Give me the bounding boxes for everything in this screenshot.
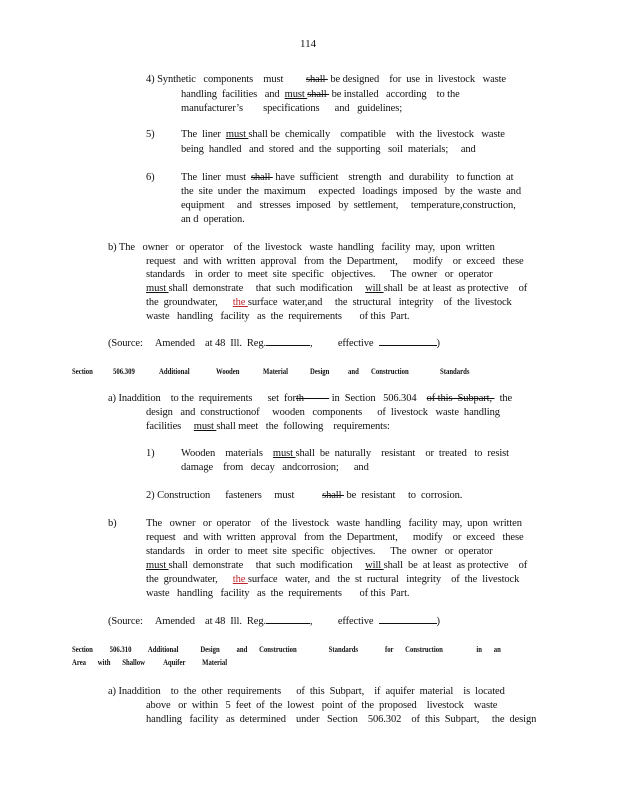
b2-line-5	[146, 573, 519, 586]
text: have sufficient strength and durability to function at	[272, 172, 514, 183]
a310-line-3: handling facility as determined under Section 506.302 of this Subpart, the design	[146, 714, 537, 725]
struck-text: shall	[250, 172, 273, 183]
b1-line-1: b) The owner or operator of the livestock waste handling facility may, upon written	[108, 242, 495, 253]
heading-word: Standards	[440, 367, 470, 376]
source-note-1	[108, 336, 440, 350]
item-5-line-1	[181, 128, 505, 141]
blank-line	[266, 614, 310, 624]
underlined-text: must	[272, 448, 296, 459]
heading-word: Design	[310, 367, 330, 376]
wood-1-number: 1)	[146, 448, 155, 459]
text: for	[284, 393, 296, 404]
text: in Section 506.304	[329, 393, 427, 404]
blank-line	[379, 336, 437, 346]
b2-line-2: request and with written approval from the Department, modify or exceed these	[146, 532, 524, 543]
heading-word: and	[348, 367, 359, 376]
text: , effective	[310, 338, 379, 349]
text: facilities	[146, 421, 194, 432]
heading-word: Additional	[159, 367, 190, 376]
blank-line	[379, 614, 437, 624]
page-number: 114	[300, 38, 317, 50]
item-4-line-3: manufacturer’s specifications and guidelines;	[181, 103, 403, 114]
blank-line	[266, 336, 310, 346]
b2-line-6: waste handling facility as the requirements of this Part.	[146, 588, 410, 599]
item-5-line-2: being handled and stored and the supporting soil materials; and	[181, 144, 476, 155]
a310-line-2: above or within 5 feet of the lowest point of the proposed livestock waste	[146, 700, 498, 711]
b1-line-4	[146, 282, 527, 295]
text: )	[436, 338, 440, 349]
struck-text: shall	[322, 490, 344, 501]
underlined-text: will	[365, 283, 384, 294]
wood-1-line-2: damage from decay andcorrosion; and	[181, 462, 369, 473]
text: (Source: Amended at 48 Ill. Reg.	[108, 616, 267, 627]
text: a) Inaddition to the requirements set	[108, 393, 284, 404]
text: be resistant to corrosion.	[343, 490, 463, 501]
b1-line-2: request and with written approval from the Department, modify or exceed these	[146, 256, 524, 267]
text: (Source: Amended at 48 Ill. Reg.	[108, 338, 267, 349]
text: 2) Construction fasteners must	[146, 490, 323, 501]
text: )	[436, 616, 440, 627]
a309-line-2: design and constructionof wooden components of livestock waste handling	[146, 407, 500, 418]
a309-line-1	[108, 392, 512, 405]
section-506-310-heading-line-1: Section 506.310 Additional Design and Construction Standards for Construction in an	[72, 645, 501, 654]
b1-line-5	[146, 296, 512, 309]
text: 4) Synthetic components must	[146, 74, 306, 85]
underlined-text: must	[146, 560, 169, 571]
wood-1-line-1	[181, 447, 509, 460]
heading-word: Wooden	[216, 367, 240, 376]
heading-word: Material	[263, 367, 288, 376]
b2-number: b)	[108, 518, 117, 529]
item-6-line-4: an d operation.	[181, 214, 245, 225]
heading-word: Section	[72, 367, 93, 376]
text: be designed for use in livestock waste	[327, 74, 506, 85]
struck-text: of this Subpart,	[426, 393, 495, 404]
source-note-2	[108, 614, 440, 628]
text: the groundwater,	[146, 297, 233, 308]
text: shall be naturally resistant or treated to resist	[295, 448, 509, 459]
item-6-line-2: the site under the maximum expected loadings imposed by the waste and	[181, 186, 521, 197]
struck-text: shall	[306, 74, 328, 85]
text: handling facilities and	[181, 89, 285, 100]
text: shall demonstrate that such modification	[168, 283, 366, 294]
item-5-number: 5)	[146, 129, 155, 140]
struck-text: shall	[307, 89, 330, 100]
item-4-line-1	[146, 73, 506, 86]
underlined-text: must	[225, 129, 249, 140]
b1-line-6: waste handling facility as the requirements of this Part.	[146, 311, 410, 322]
text: surface water,and the structural integrity of the livestock	[247, 297, 512, 308]
a309-line-3	[146, 420, 390, 433]
underlined-text: must	[193, 421, 217, 432]
item-6-number: 6)	[146, 172, 155, 183]
b2-line-3: standards in order to meet site specific objectives. The owner or operator	[146, 546, 493, 557]
inserted-text: the	[232, 574, 248, 585]
section-506-310-heading-line-2: Area with Shallow Aquifer Material	[72, 658, 228, 667]
text: shall meet the following requirements:	[216, 421, 390, 432]
item-6-line-1	[181, 171, 513, 184]
b2-line-1: The owner or operator of the livestock waste handling facility may, upon written	[146, 518, 522, 529]
text: shall be chemically compatible with the livestock waste	[248, 129, 505, 140]
text: the	[494, 393, 513, 404]
item-6-line-3: equipment and stresses imposed by settlement, temperature,construction,	[181, 200, 516, 211]
wood-2-line	[146, 489, 462, 502]
a310-line-1: a) Inaddition to the other requirements of this Subpart, if aquifer material is located	[108, 686, 505, 697]
text: Wooden materials	[181, 448, 273, 459]
heading-word: Construction	[371, 367, 409, 376]
text: surface water, and the st ructural integrity of the livestock	[247, 574, 520, 585]
text: , effective	[310, 616, 379, 627]
text: The liner must	[181, 172, 251, 183]
b1-line-3: standards in order to meet site specific objectives. The owner or operator	[146, 269, 493, 280]
struck-text: th	[295, 393, 330, 404]
text: be installed according to the	[329, 89, 460, 100]
text: The liner	[181, 129, 226, 140]
heading-word: 506.309	[113, 367, 135, 376]
item-4-line-2	[181, 88, 460, 101]
text: shall demonstrate that such modification	[168, 560, 366, 571]
b2-line-4	[146, 559, 527, 572]
text: shall be at least as protective of	[383, 283, 528, 294]
underlined-text: must	[146, 283, 169, 294]
text: shall be at least as protective of	[383, 560, 528, 571]
text: the groundwater,	[146, 574, 233, 585]
underlined-text: will	[365, 560, 384, 571]
inserted-text: the	[232, 297, 248, 308]
underlined-text: must	[284, 89, 308, 100]
